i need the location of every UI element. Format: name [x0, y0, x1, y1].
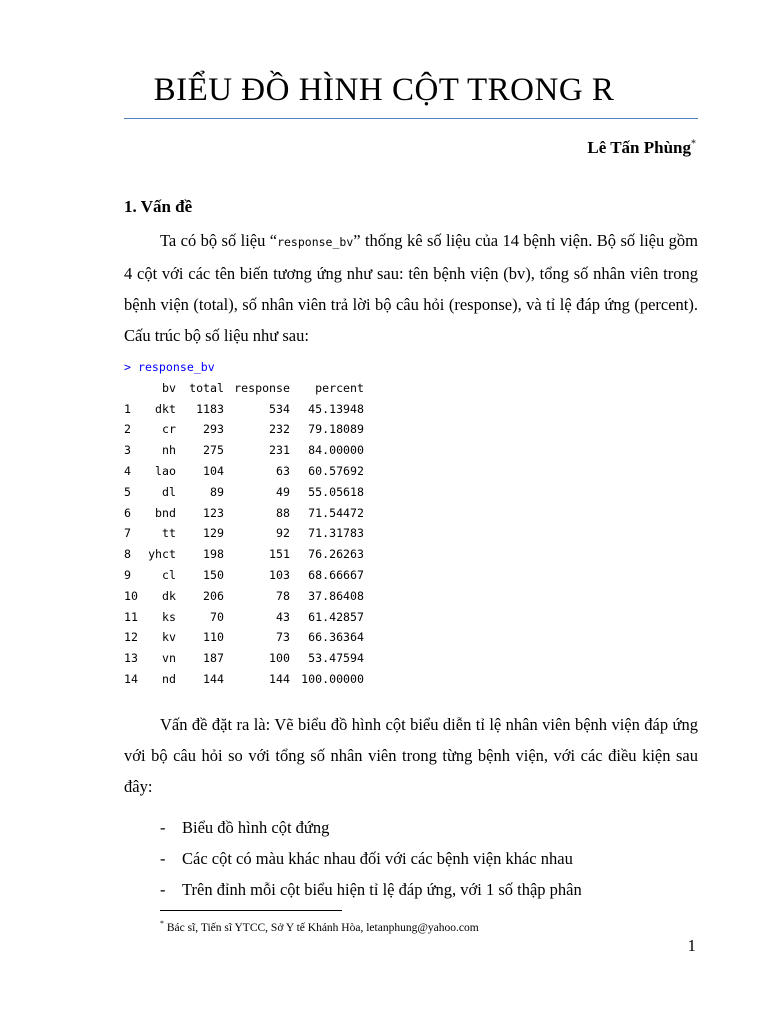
footnote: [160, 919, 479, 934]
cell-percent: 61.42857: [308, 609, 364, 624]
table-row: [124, 669, 364, 690]
cell-percent: 71.31783: [308, 526, 364, 541]
cell-total: 150: [203, 567, 224, 582]
cell-percent: 76.26263: [308, 547, 364, 562]
cell-total: 123: [203, 505, 224, 520]
cell-total: 129: [203, 526, 224, 541]
row-index: 6: [124, 505, 131, 520]
cell-bv: nd: [162, 671, 176, 686]
cell-bv: dl: [162, 484, 176, 499]
cell-total: 70: [210, 609, 224, 624]
row-index: 12: [124, 630, 138, 645]
table-row: [124, 440, 364, 461]
row-index: 1: [124, 401, 131, 416]
table-row: [124, 419, 364, 440]
cell-response: 151: [269, 547, 290, 562]
cell-percent: 55.05618: [308, 484, 364, 499]
cell-percent: 84.00000: [308, 443, 364, 458]
footnote-separator: [160, 910, 342, 911]
cell-total: 187: [203, 651, 224, 666]
requirements-list: [160, 812, 582, 905]
cell-total: 1183: [196, 401, 224, 416]
r-console-output: [124, 357, 364, 690]
row-index: 7: [124, 526, 131, 541]
table-row: [124, 648, 364, 669]
list-item: [160, 874, 582, 905]
cell-response: 73: [276, 630, 290, 645]
row-index: 4: [124, 463, 131, 478]
list-dash: -: [160, 818, 166, 837]
intro-text-2: ” thống kê số liệu của 14 bệnh viện. Bộ số liệu gồm 4 cột với các tên biến tương ứng như sau: tên bệnh viện (bv), tổng số nhân viên trong bệnh viện (total), số nhân viên trả lời bộ câu hỏi (response), và tỉ lệ đáp ứng (percent). Cấu trúc bộ số liệu như sau:: [124, 231, 698, 345]
section-heading: 1. Vấn đề: [124, 197, 193, 216]
cell-response: 231: [269, 443, 290, 458]
list-item: [160, 843, 582, 874]
table-row: [124, 627, 364, 648]
intro-paragraph: [124, 225, 698, 351]
cell-response: 534: [269, 401, 290, 416]
cell-bv: cr: [162, 422, 176, 437]
table-row: [124, 523, 364, 544]
cell-bv: lao: [155, 463, 176, 478]
list-item-text: Các cột có màu khác nhau đối với các bệnh viện khác nhau: [182, 849, 573, 868]
console-command: > response_bv: [124, 360, 215, 374]
cell-total: 206: [203, 588, 224, 603]
document-title: BIỂU ĐỒ HÌNH CỘT TRONG R: [153, 72, 615, 108]
row-index: 13: [124, 651, 138, 666]
cell-bv: dk: [162, 588, 176, 603]
table-row: [124, 399, 364, 420]
list-dash: -: [160, 849, 166, 868]
title-underline: [124, 118, 698, 119]
list-item-text: Biểu đồ hình cột đứng: [182, 818, 330, 837]
cell-total: 293: [203, 422, 224, 437]
row-index: 9: [124, 567, 131, 582]
cell-total: 144: [203, 671, 224, 686]
list-item: [160, 812, 582, 843]
dataset-name: response_bv: [277, 235, 354, 249]
cell-total: 110: [203, 630, 224, 645]
cell-total: 198: [203, 547, 224, 562]
cell-percent: 53.47594: [308, 651, 364, 666]
row-index: 2: [124, 422, 131, 437]
cell-response: 100: [269, 651, 290, 666]
cell-bv: bnd: [155, 505, 176, 520]
cell-response: 63: [276, 463, 290, 478]
author: [587, 138, 696, 158]
cell-percent: 68.66667: [308, 567, 364, 582]
row-index: 5: [124, 484, 131, 499]
cell-response: 144: [269, 671, 290, 686]
table-row: [124, 482, 364, 503]
author-footnote-mark: *: [691, 138, 696, 150]
footnote-text: Bác sĩ, Tiến sĩ YTCC, Sở Y tế Khánh Hòa, letanphung@yahoo.com: [164, 921, 479, 934]
cell-response: 49: [276, 484, 290, 499]
row-index: 10: [124, 588, 138, 603]
console-rows: [124, 399, 364, 690]
cell-response: 92: [276, 526, 290, 541]
header-bv: bv: [162, 380, 176, 395]
row-index: 14: [124, 671, 138, 686]
table-row: [124, 607, 364, 628]
table-row: [124, 565, 364, 586]
problem-paragraph: [124, 709, 698, 802]
cell-bv: kv: [162, 630, 176, 645]
cell-response: 103: [269, 567, 290, 582]
row-index: 3: [124, 443, 131, 458]
footnote-mark: *: [160, 919, 164, 928]
cell-bv: ks: [162, 609, 176, 624]
cell-bv: dkt: [155, 401, 176, 416]
cell-percent: 79.18089: [308, 422, 364, 437]
cell-percent: 66.36364: [308, 630, 364, 645]
cell-bv: vn: [162, 651, 176, 666]
problem-text: Vấn đề đặt ra là: Vẽ biểu đồ hình cột biểu diễn tỉ lệ nhân viên bệnh viện đáp ứng với bộ câu hỏi so với tổng số nhân viên trong từng bệnh viện, với các điều kiện sau đây:: [124, 715, 698, 796]
cell-percent: 71.54472: [308, 505, 364, 520]
cell-percent: 37.86408: [308, 588, 364, 603]
cell-percent: 45.13948: [308, 401, 364, 416]
table-row: [124, 503, 364, 524]
cell-bv: yhct: [148, 547, 176, 562]
author-name: Lê Tấn Phùng: [587, 138, 691, 157]
cell-total: 275: [203, 443, 224, 458]
cell-response: 88: [276, 505, 290, 520]
header-total: total: [189, 380, 224, 395]
header-response: response: [234, 380, 290, 395]
page-number: 1: [687, 936, 696, 955]
cell-response: 232: [269, 422, 290, 437]
table-row: [124, 544, 364, 565]
cell-percent: 60.57692: [308, 463, 364, 478]
row-index: 8: [124, 547, 131, 562]
intro-text-1: Ta có bộ số liệu “: [160, 231, 278, 250]
cell-response: 43: [276, 609, 290, 624]
cell-bv: tt: [162, 526, 176, 541]
header-percent: percent: [315, 380, 364, 395]
table-row: [124, 461, 364, 482]
cell-percent: 100.00000: [301, 671, 364, 686]
cell-total: 89: [210, 484, 224, 499]
console-header-row: [124, 378, 364, 399]
cell-response: 78: [276, 588, 290, 603]
cell-bv: cl: [162, 567, 176, 582]
list-item-text: Trên đỉnh mỗi cột biểu hiện tỉ lệ đáp ứng, với 1 số thập phân: [182, 880, 582, 899]
cell-bv: nh: [162, 443, 176, 458]
cell-total: 104: [203, 463, 224, 478]
row-index: 11: [124, 609, 138, 624]
list-dash: -: [160, 880, 166, 899]
table-row: [124, 586, 364, 607]
